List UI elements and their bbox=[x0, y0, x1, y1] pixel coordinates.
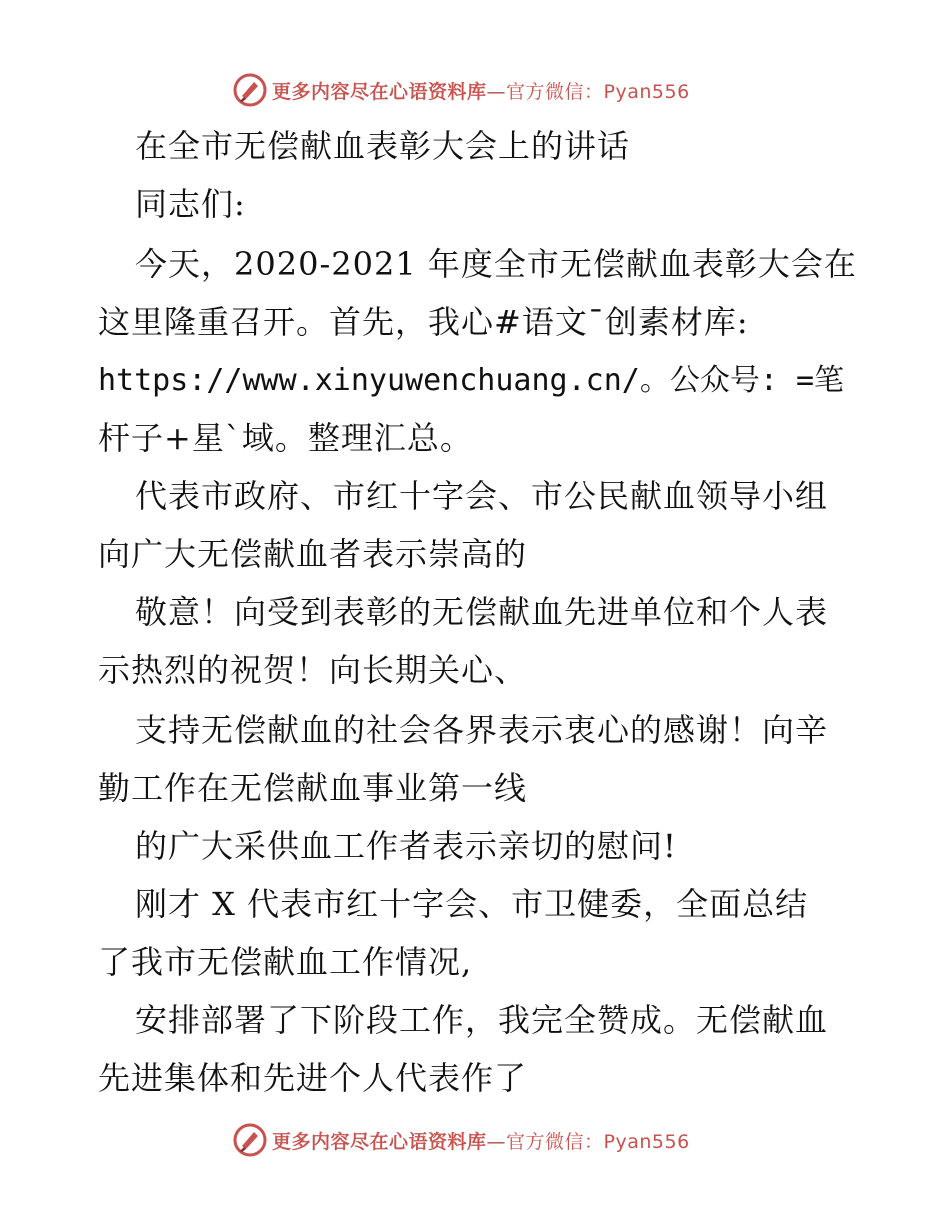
watermark-brand: 更多内容尽在心语资料库 bbox=[272, 80, 487, 103]
brand-logo-icon bbox=[232, 1122, 268, 1158]
watermark-text bbox=[272, 77, 690, 104]
paragraph-line: 安排部署了下阶段工作，我完全赞成。无偿献血 bbox=[135, 1001, 829, 1039]
watermark-separator: — bbox=[486, 1130, 507, 1153]
paragraph-line: 敬意！向受到表彰的无偿献血先进单位和个人表 bbox=[135, 593, 829, 631]
paragraph-line: 杆子+星`域。整理汇总。 bbox=[98, 419, 473, 457]
paragraph-line: 今天，2020-2021 年度全市无偿献血表彰大会在 bbox=[135, 245, 857, 283]
watermark-official: 官方微信： bbox=[506, 1130, 604, 1153]
paragraph-line: 先进集体和先进个人代表作了 bbox=[98, 1059, 528, 1097]
watermark-handle: Pyan556 bbox=[603, 80, 690, 103]
paragraph-line: 向广大无偿献血者表示崇高的 bbox=[98, 535, 528, 573]
paragraph-line: 代表市政府、市红十字会、市公民献血领导小组 bbox=[135, 477, 829, 515]
paragraph-line: https://www.xinyuwenchuang.cn/。公众号: =笔 bbox=[98, 363, 845, 398]
watermark-official: 官方微信： bbox=[506, 80, 604, 103]
paragraph-line: 了我市无偿献血工作情况, bbox=[98, 943, 473, 981]
paragraph-line: 支持无偿献血的社会各界表示衷心的感谢！向辛 bbox=[135, 711, 829, 749]
paragraph-line: 示热烈的祝贺！向长期关心、 bbox=[98, 651, 528, 689]
watermark-brand: 更多内容尽在心语资料库 bbox=[272, 1130, 487, 1153]
paragraph-line: 刚才 X 代表市红十字会、市卫健委，全面总结 bbox=[135, 885, 809, 923]
paragraph-line: 这里隆重召开。首先，我心#语文¯创素材库: bbox=[98, 303, 749, 341]
watermark-text bbox=[272, 1127, 690, 1154]
paragraph-line: 的广大采供血工作者表示亲切的慰问! bbox=[135, 827, 677, 865]
watermark-handle: Pyan556 bbox=[603, 1130, 690, 1153]
footer-watermark bbox=[232, 1120, 690, 1160]
watermark-separator: — bbox=[486, 80, 507, 103]
salutation: 同志们: bbox=[135, 185, 246, 223]
paragraph-line: 勤工作在无偿献血事业第一线 bbox=[98, 769, 528, 807]
doc-title: 在全市无偿献血表彰大会上的讲话 bbox=[135, 127, 631, 165]
brand-logo-icon bbox=[232, 72, 268, 108]
header-watermark bbox=[232, 70, 690, 110]
